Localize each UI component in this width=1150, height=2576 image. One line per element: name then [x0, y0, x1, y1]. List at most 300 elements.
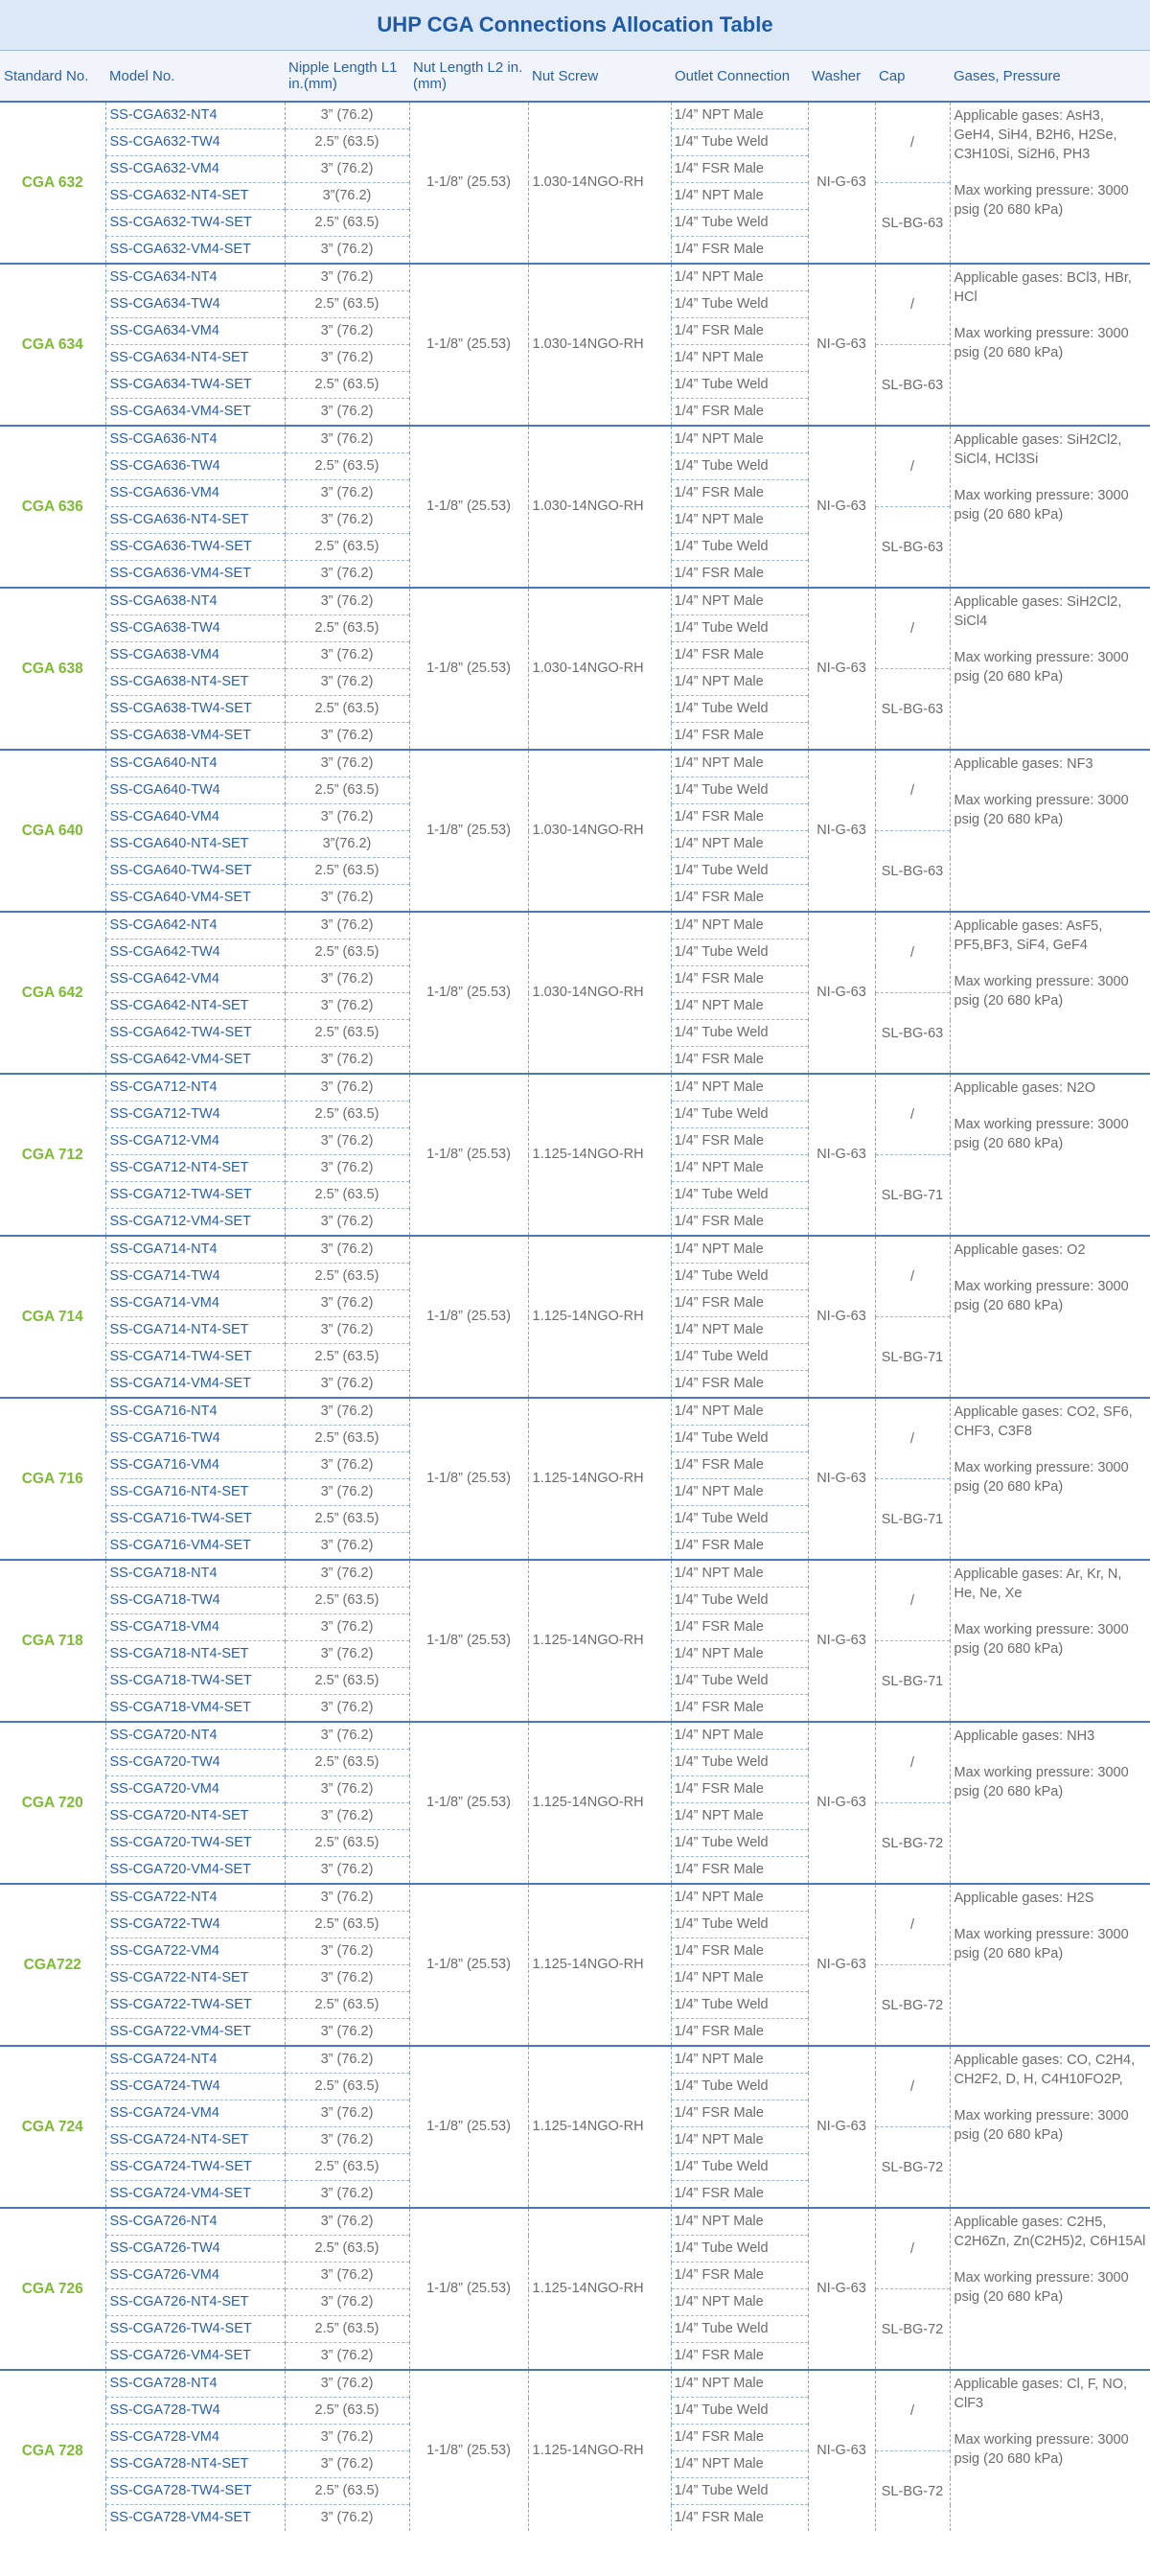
nipple-length: 3” (76.2): [285, 1641, 409, 1668]
nipple-length: 3” (76.2): [285, 2451, 409, 2478]
outlet-connection: 1/4” Tube Weld: [671, 2236, 808, 2263]
outlet-connection: 1/4” NPT Male: [671, 1155, 808, 1182]
nipple-length: 3” (76.2): [285, 399, 409, 427]
outlet-connection: 1/4” NPT Male: [671, 1317, 808, 1344]
nipple-length: 3” (76.2): [285, 1452, 409, 1479]
outlet-connection: 1/4” Tube Weld: [671, 1506, 808, 1533]
table-row: [0, 750, 1150, 777]
table-row: [0, 1236, 1150, 1264]
applicable-gases: Applicable gases: N2O: [954, 1080, 1095, 1096]
outlet-connection: 1/4” NPT Male: [671, 993, 808, 1020]
washer: NI-G-63: [808, 1074, 875, 1236]
nipple-length: 2.5” (63.5): [285, 1750, 409, 1776]
table-body: [0, 102, 1150, 2531]
nipple-length: 3” (76.2): [285, 2046, 409, 2074]
max-working-pressure: Max working pressure: 3000 psig (20 680 kPa): [954, 183, 1129, 218]
outlet-connection: 1/4” FSR Male: [671, 2425, 808, 2451]
nipple-length: 3” (76.2): [285, 642, 409, 669]
model-no: SS-CGA722-VM4-SET: [105, 2019, 285, 2047]
model-no: SS-CGA636-NT4-SET: [105, 507, 285, 534]
max-working-pressure: Max working pressure: 3000 psig (20 680 kPa): [954, 1927, 1129, 1961]
nut-screw: 1.030-14NGO-RH: [528, 750, 671, 912]
outlet-connection: 1/4” FSR Male: [671, 399, 808, 427]
washer: NI-G-63: [808, 1884, 875, 2046]
nipple-length: 3” (76.2): [285, 1533, 409, 1561]
cap-bottom: SL-BG-72: [875, 1803, 950, 1885]
nut-screw: 1.030-14NGO-RH: [528, 426, 671, 588]
standard-no: CGA 634: [0, 264, 105, 426]
nut-length: 1-1/8” (25.53): [409, 1884, 528, 2046]
header-nipple-length: Nipple Length L1 in.(mm): [285, 51, 409, 102]
table-row: [0, 426, 1150, 453]
outlet-connection: 1/4” Tube Weld: [671, 2478, 808, 2505]
max-working-pressure: Max working pressure: 3000 psig (20 680 kPa): [954, 1460, 1129, 1495]
model-no: SS-CGA718-NT4: [105, 1560, 285, 1588]
spacer: [954, 774, 1147, 791]
nipple-length: 2.5” (63.5): [285, 372, 409, 399]
outlet-connection: 1/4” NPT Male: [671, 426, 808, 453]
outlet-connection: 1/4” FSR Male: [671, 723, 808, 751]
outlet-connection: 1/4” Tube Weld: [671, 1912, 808, 1938]
nut-length: 1-1/8” (25.53): [409, 426, 528, 588]
applicable-gases: Applicable gases: AsH3, GeH4, SiH4, B2H6, H2Se, C3H10Si, Si2H6, PH3: [954, 108, 1117, 162]
nut-screw: 1.125-14NGO-RH: [528, 1074, 671, 1236]
cap-top: /: [875, 264, 950, 345]
nut-length: 1-1/8” (25.53): [409, 912, 528, 1074]
table-row: [0, 912, 1150, 940]
model-no: SS-CGA638-NT4-SET: [105, 669, 285, 696]
model-no: SS-CGA716-TW4: [105, 1426, 285, 1452]
nut-length: 1-1/8” (25.53): [409, 1722, 528, 1884]
outlet-connection: 1/4” Tube Weld: [671, 1668, 808, 1695]
nipple-length: 2.5” (63.5): [285, 453, 409, 480]
outlet-connection: 1/4” Tube Weld: [671, 777, 808, 804]
standard-no: CGA 714: [0, 1236, 105, 1398]
outlet-connection: 1/4” FSR Male: [671, 804, 808, 831]
nipple-length: 3” (76.2): [285, 507, 409, 534]
model-no: SS-CGA638-VM4: [105, 642, 285, 669]
nipple-length: 2.5” (63.5): [285, 291, 409, 318]
model-no: SS-CGA632-TW4: [105, 129, 285, 156]
model-no: SS-CGA640-TW4-SET: [105, 858, 285, 885]
nipple-length: 3” (76.2): [285, 1236, 409, 1264]
model-no: SS-CGA640-TW4: [105, 777, 285, 804]
nipple-length: 2.5” (63.5): [285, 2478, 409, 2505]
model-no: SS-CGA636-NT4: [105, 426, 285, 453]
outlet-connection: 1/4” NPT Male: [671, 2289, 808, 2316]
nipple-length: 3” (76.2): [285, 1695, 409, 1723]
outlet-connection: 1/4” NPT Male: [671, 264, 808, 291]
applicable-gases: Applicable gases: NH3: [954, 1729, 1095, 1744]
model-no: SS-CGA714-TW4-SET: [105, 1344, 285, 1371]
nipple-length: 3” (76.2): [285, 1398, 409, 1426]
nut-length: 1-1/8” (25.53): [409, 1560, 528, 1722]
outlet-connection: 1/4” Tube Weld: [671, 210, 808, 237]
model-no: SS-CGA724-VM4-SET: [105, 2181, 285, 2209]
cap-bottom: SL-BG-63: [875, 183, 950, 265]
header-row: [0, 51, 1150, 102]
cap-top: /: [875, 102, 950, 183]
cap-bottom: SL-BG-71: [875, 1479, 950, 1561]
model-no: SS-CGA632-NT4: [105, 102, 285, 129]
model-no: SS-CGA728-VM4: [105, 2425, 285, 2451]
outlet-connection: 1/4” NPT Male: [671, 1803, 808, 1830]
nipple-length: 3” (76.2): [285, 993, 409, 1020]
model-no: SS-CGA726-TW4-SET: [105, 2316, 285, 2343]
nipple-length: 2.5” (63.5): [285, 1426, 409, 1452]
nut-screw: 1.125-14NGO-RH: [528, 1722, 671, 1884]
header-nut-length: Nut Length L2 in.(mm): [409, 51, 528, 102]
nut-screw: 1.125-14NGO-RH: [528, 2208, 671, 2370]
cap-top: /: [875, 2208, 950, 2289]
nipple-length: 2.5” (63.5): [285, 1830, 409, 1857]
model-no: SS-CGA722-NT4-SET: [105, 1965, 285, 1992]
cap-top: /: [875, 2046, 950, 2127]
outlet-connection: 1/4” Tube Weld: [671, 2074, 808, 2100]
nipple-length: 3” (76.2): [285, 2370, 409, 2398]
nipple-length: 3” (76.2): [285, 1857, 409, 1885]
spacer: [954, 164, 1147, 181]
nut-screw: 1.125-14NGO-RH: [528, 1398, 671, 1560]
outlet-connection: 1/4” FSR Male: [671, 318, 808, 345]
cap-bottom: SL-BG-72: [875, 2451, 950, 2532]
nut-length: 1-1/8” (25.53): [409, 102, 528, 264]
nipple-length: 3” (76.2): [285, 2505, 409, 2532]
outlet-connection: 1/4” Tube Weld: [671, 453, 808, 480]
outlet-connection: 1/4” FSR Male: [671, 2343, 808, 2371]
max-working-pressure: Max working pressure: 3000 psig (20 680 kPa): [954, 793, 1129, 827]
applicable-gases: Applicable gases: H2S: [954, 1891, 1094, 1906]
outlet-connection: 1/4” FSR Male: [671, 885, 808, 913]
model-no: SS-CGA714-NT4-SET: [105, 1317, 285, 1344]
max-working-pressure: Max working pressure: 3000 psig (20 680 kPa): [954, 1622, 1129, 1657]
washer: NI-G-63: [808, 2370, 875, 2531]
nut-screw: 1.125-14NGO-RH: [528, 1560, 671, 1722]
gases-pressure: [950, 2370, 1150, 2531]
model-no: SS-CGA714-TW4: [105, 1264, 285, 1290]
model-no: SS-CGA718-VM4-SET: [105, 1695, 285, 1723]
nipple-length: 3” (76.2): [285, 1884, 409, 1912]
applicable-gases: Applicable gases: Ar, Kr, N, He, Ne, Xe: [954, 1566, 1122, 1601]
washer: NI-G-63: [808, 1236, 875, 1398]
outlet-connection: 1/4” FSR Male: [671, 561, 808, 589]
applicable-gases: Applicable gases: BCl3, HBr, HCl: [954, 270, 1132, 305]
standard-no: CGA 728: [0, 2370, 105, 2531]
model-no: SS-CGA632-TW4-SET: [105, 210, 285, 237]
standard-no: CGA 718: [0, 1560, 105, 1722]
model-no: SS-CGA728-TW4-SET: [105, 2478, 285, 2505]
nipple-length: 2.5” (63.5): [285, 2074, 409, 2100]
nipple-length: 3” (76.2): [285, 480, 409, 507]
model-no: SS-CGA726-NT4-SET: [105, 2289, 285, 2316]
nipple-length: 3” (76.2): [285, 1128, 409, 1155]
model-no: SS-CGA720-VM4: [105, 1776, 285, 1803]
cap-bottom: SL-BG-72: [875, 2289, 950, 2371]
cap-top: /: [875, 1884, 950, 1965]
header-model-no: Model No.: [105, 51, 285, 102]
allocation-table: [0, 51, 1150, 2531]
washer: NI-G-63: [808, 588, 875, 750]
model-no: SS-CGA714-VM4: [105, 1290, 285, 1317]
standard-no: CGA 642: [0, 912, 105, 1074]
table-row: [0, 2370, 1150, 2398]
model-no: SS-CGA716-NT4-SET: [105, 1479, 285, 1506]
applicable-gases: Applicable gases: NF3: [954, 756, 1093, 772]
nipple-length: 2.5” (63.5): [285, 1020, 409, 1047]
applicable-gases: Applicable gases: CO, C2H4, CH2F2, D, H, C4H10FO2P,: [954, 2053, 1136, 2087]
gases-pressure: [950, 1074, 1150, 1236]
nipple-length: 2.5” (63.5): [285, 1182, 409, 1209]
model-no: SS-CGA638-NT4: [105, 588, 285, 615]
table-row: [0, 1398, 1150, 1426]
nipple-length: 3” (76.2): [285, 1965, 409, 1992]
max-working-pressure: Max working pressure: 3000 psig (20 680 kPa): [954, 2270, 1129, 2305]
outlet-connection: 1/4” FSR Male: [671, 2505, 808, 2532]
cap-top: /: [875, 1398, 950, 1479]
spacer: [954, 1908, 1147, 1925]
outlet-connection: 1/4” Tube Weld: [671, 1020, 808, 1047]
nipple-length: 2.5” (63.5): [285, 2236, 409, 2263]
washer: NI-G-63: [808, 1722, 875, 1884]
nipple-length: 3” (76.2): [285, 1155, 409, 1182]
outlet-connection: 1/4” Tube Weld: [671, 291, 808, 318]
spacer: [954, 1441, 1147, 1458]
nipple-length: 3” (76.2): [285, 1560, 409, 1588]
cap-bottom: SL-BG-71: [875, 1641, 950, 1723]
cap-bottom: SL-BG-63: [875, 831, 950, 913]
nipple-length: 3” (76.2): [285, 1209, 409, 1237]
outlet-connection: 1/4” Tube Weld: [671, 1750, 808, 1776]
cap-bottom: SL-BG-63: [875, 993, 950, 1075]
spacer: [954, 2251, 1147, 2268]
nut-length: 1-1/8” (25.53): [409, 2208, 528, 2370]
outlet-connection: 1/4” FSR Male: [671, 1290, 808, 1317]
nipple-length: 3” (76.2): [285, 2343, 409, 2371]
nut-screw: 1.030-14NGO-RH: [528, 912, 671, 1074]
table-row: [0, 1884, 1150, 1912]
nipple-length: 2.5” (63.5): [285, 777, 409, 804]
max-working-pressure: Max working pressure: 3000 psig (20 680 kPa): [954, 1279, 1129, 1313]
nipple-length: 2.5” (63.5): [285, 1344, 409, 1371]
outlet-connection: 1/4” Tube Weld: [671, 2398, 808, 2425]
model-no: SS-CGA720-TW4-SET: [105, 1830, 285, 1857]
model-no: SS-CGA712-VM4: [105, 1128, 285, 1155]
max-working-pressure: Max working pressure: 3000 psig (20 680 kPa): [954, 974, 1129, 1009]
cap-top: /: [875, 588, 950, 669]
outlet-connection: 1/4” NPT Male: [671, 588, 808, 615]
model-no: SS-CGA640-VM4: [105, 804, 285, 831]
outlet-connection: 1/4” Tube Weld: [671, 1102, 808, 1128]
model-no: SS-CGA638-TW4-SET: [105, 696, 285, 723]
outlet-connection: 1/4” Tube Weld: [671, 1588, 808, 1614]
nipple-length: 3” (76.2): [285, 2263, 409, 2289]
model-no: SS-CGA724-TW4: [105, 2074, 285, 2100]
model-no: SS-CGA726-VM4: [105, 2263, 285, 2289]
gases-pressure: [950, 1398, 1150, 1560]
spacer: [954, 1098, 1147, 1115]
model-no: SS-CGA724-VM4: [105, 2100, 285, 2127]
nipple-length: 3” (76.2): [285, 1614, 409, 1641]
nipple-length: 3” (76.2): [285, 669, 409, 696]
outlet-connection: 1/4” NPT Male: [671, 1479, 808, 1506]
model-no: SS-CGA634-VM4-SET: [105, 399, 285, 427]
nipple-length: 3” (76.2): [285, 912, 409, 940]
outlet-connection: 1/4” Tube Weld: [671, 2316, 808, 2343]
nipple-length: 2.5” (63.5): [285, 615, 409, 642]
nipple-length: 3” (76.2): [285, 102, 409, 129]
outlet-connection: 1/4” NPT Male: [671, 1884, 808, 1912]
cap-top: /: [875, 1560, 950, 1641]
outlet-connection: 1/4” Tube Weld: [671, 1426, 808, 1452]
outlet-connection: 1/4” NPT Male: [671, 1236, 808, 1264]
outlet-connection: 1/4” Tube Weld: [671, 2154, 808, 2181]
nipple-length: 3” (76.2): [285, 1317, 409, 1344]
outlet-connection: 1/4” FSR Male: [671, 1533, 808, 1561]
model-no: SS-CGA720-TW4: [105, 1750, 285, 1776]
outlet-connection: 1/4” Tube Weld: [671, 858, 808, 885]
nipple-length: 3” (76.2): [285, 750, 409, 777]
spacer: [954, 1746, 1147, 1763]
outlet-connection: 1/4” FSR Male: [671, 1371, 808, 1399]
model-no: SS-CGA634-NT4: [105, 264, 285, 291]
nut-length: 1-1/8” (25.53): [409, 2046, 528, 2208]
gases-pressure: [950, 1236, 1150, 1398]
model-no: SS-CGA640-VM4-SET: [105, 885, 285, 913]
model-no: SS-CGA728-TW4: [105, 2398, 285, 2425]
applicable-gases: Applicable gases: CO2, SF6, CHF3, C3F8: [954, 1404, 1133, 1439]
outlet-connection: 1/4” Tube Weld: [671, 1182, 808, 1209]
outlet-connection: 1/4” Tube Weld: [671, 696, 808, 723]
nipple-length: 3” (76.2): [285, 1803, 409, 1830]
applicable-gases: Applicable gases: Cl, F, NO, ClF3: [954, 2377, 1128, 2411]
nipple-length: 3” (76.2): [285, 237, 409, 265]
nipple-length: 2.5” (63.5): [285, 1992, 409, 2019]
cap-bottom: SL-BG-63: [875, 345, 950, 427]
model-no: SS-CGA728-NT4: [105, 2370, 285, 2398]
spacer: [954, 469, 1147, 486]
outlet-connection: 1/4” FSR Male: [671, 1938, 808, 1965]
nut-screw: 1.125-14NGO-RH: [528, 2370, 671, 2531]
nipple-length: 3” (76.2): [285, 2181, 409, 2209]
model-no: SS-CGA716-NT4: [105, 1398, 285, 1426]
nut-length: 1-1/8” (25.53): [409, 1398, 528, 1560]
gases-pressure: [950, 1884, 1150, 2046]
header-nut-screw: Nut Screw: [528, 51, 671, 102]
spacer: [954, 2413, 1147, 2430]
model-no: SS-CGA716-TW4-SET: [105, 1506, 285, 1533]
model-no: SS-CGA642-TW4: [105, 940, 285, 966]
outlet-connection: 1/4” NPT Male: [671, 183, 808, 210]
model-no: SS-CGA642-VM4-SET: [105, 1047, 285, 1075]
model-no: SS-CGA638-VM4-SET: [105, 723, 285, 751]
nipple-length: 2.5” (63.5): [285, 1588, 409, 1614]
outlet-connection: 1/4” FSR Male: [671, 1776, 808, 1803]
nipple-length: 2.5” (63.5): [285, 696, 409, 723]
outlet-connection: 1/4” Tube Weld: [671, 940, 808, 966]
max-working-pressure: Max working pressure: 3000 psig (20 680 kPa): [954, 650, 1129, 685]
washer: NI-G-63: [808, 426, 875, 588]
outlet-connection: 1/4” Tube Weld: [671, 534, 808, 561]
header-outlet-connection: Outlet Connection: [671, 51, 808, 102]
standard-no: CGA 632: [0, 102, 105, 264]
table-row: [0, 2208, 1150, 2236]
nipple-length: 3” (76.2): [285, 885, 409, 913]
table-row: [0, 102, 1150, 129]
outlet-connection: 1/4” FSR Male: [671, 1614, 808, 1641]
outlet-connection: 1/4” FSR Male: [671, 2181, 808, 2209]
gases-pressure: [950, 2208, 1150, 2370]
standard-no: CGA 726: [0, 2208, 105, 2370]
model-no: SS-CGA718-TW4: [105, 1588, 285, 1614]
nut-screw: 1.125-14NGO-RH: [528, 2046, 671, 2208]
header-gases-pressure: Gases, Pressure: [950, 51, 1150, 102]
nipple-length: 3”(76.2): [285, 831, 409, 858]
nipple-length: 3” (76.2): [285, 2127, 409, 2154]
nipple-length: 3” (76.2): [285, 1938, 409, 1965]
outlet-connection: 1/4” NPT Male: [671, 2208, 808, 2236]
cap-bottom: SL-BG-63: [875, 669, 950, 751]
nipple-length: 3” (76.2): [285, 561, 409, 589]
max-working-pressure: Max working pressure: 3000 psig (20 680 kPa): [954, 1117, 1129, 1151]
washer: NI-G-63: [808, 1398, 875, 1560]
model-no: SS-CGA724-NT4: [105, 2046, 285, 2074]
page-title: UHP CGA Connections Allocation Table: [0, 0, 1150, 51]
gases-pressure: [950, 750, 1150, 912]
nipple-length: 3” (76.2): [285, 1479, 409, 1506]
nipple-length: 3” (76.2): [285, 156, 409, 183]
table-row: [0, 1074, 1150, 1102]
nipple-length: 3” (76.2): [285, 1074, 409, 1102]
gases-pressure: [950, 264, 1150, 426]
outlet-connection: 1/4” FSR Male: [671, 1047, 808, 1075]
standard-no: CGA 716: [0, 1398, 105, 1560]
model-no: SS-CGA642-TW4-SET: [105, 1020, 285, 1047]
model-no: SS-CGA640-NT4: [105, 750, 285, 777]
model-no: SS-CGA712-NT4-SET: [105, 1155, 285, 1182]
nipple-length: 3” (76.2): [285, 2289, 409, 2316]
outlet-connection: 1/4” Tube Weld: [671, 1264, 808, 1290]
max-working-pressure: Max working pressure: 3000 psig (20 680 kPa): [954, 326, 1129, 360]
model-no: SS-CGA726-NT4: [105, 2208, 285, 2236]
nipple-length: 3” (76.2): [285, 2019, 409, 2047]
model-no: SS-CGA728-VM4-SET: [105, 2505, 285, 2532]
washer: NI-G-63: [808, 102, 875, 264]
gases-pressure: [950, 1722, 1150, 1884]
outlet-connection: 1/4” NPT Male: [671, 2370, 808, 2398]
model-no: SS-CGA728-NT4-SET: [105, 2451, 285, 2478]
nipple-length: 3” (76.2): [285, 2425, 409, 2451]
model-no: SS-CGA722-VM4: [105, 1938, 285, 1965]
model-no: SS-CGA634-NT4-SET: [105, 345, 285, 372]
nipple-length: 2.5” (63.5): [285, 534, 409, 561]
outlet-connection: 1/4” Tube Weld: [671, 372, 808, 399]
cap-top: /: [875, 1074, 950, 1155]
outlet-connection: 1/4” NPT Male: [671, 750, 808, 777]
nipple-length: 3” (76.2): [285, 426, 409, 453]
model-no: SS-CGA716-VM4-SET: [105, 1533, 285, 1561]
spacer: [954, 1603, 1147, 1620]
header-cap: Cap: [875, 51, 950, 102]
nut-screw: 1.125-14NGO-RH: [528, 1884, 671, 2046]
cap-top: /: [875, 1236, 950, 1317]
outlet-connection: 1/4” FSR Male: [671, 1209, 808, 1237]
outlet-connection: 1/4” NPT Male: [671, 912, 808, 940]
model-no: SS-CGA714-NT4: [105, 1236, 285, 1264]
nut-screw: 1.030-14NGO-RH: [528, 264, 671, 426]
gases-pressure: [950, 426, 1150, 588]
outlet-connection: 1/4” FSR Male: [671, 2100, 808, 2127]
standard-no: CGA 720: [0, 1722, 105, 1884]
